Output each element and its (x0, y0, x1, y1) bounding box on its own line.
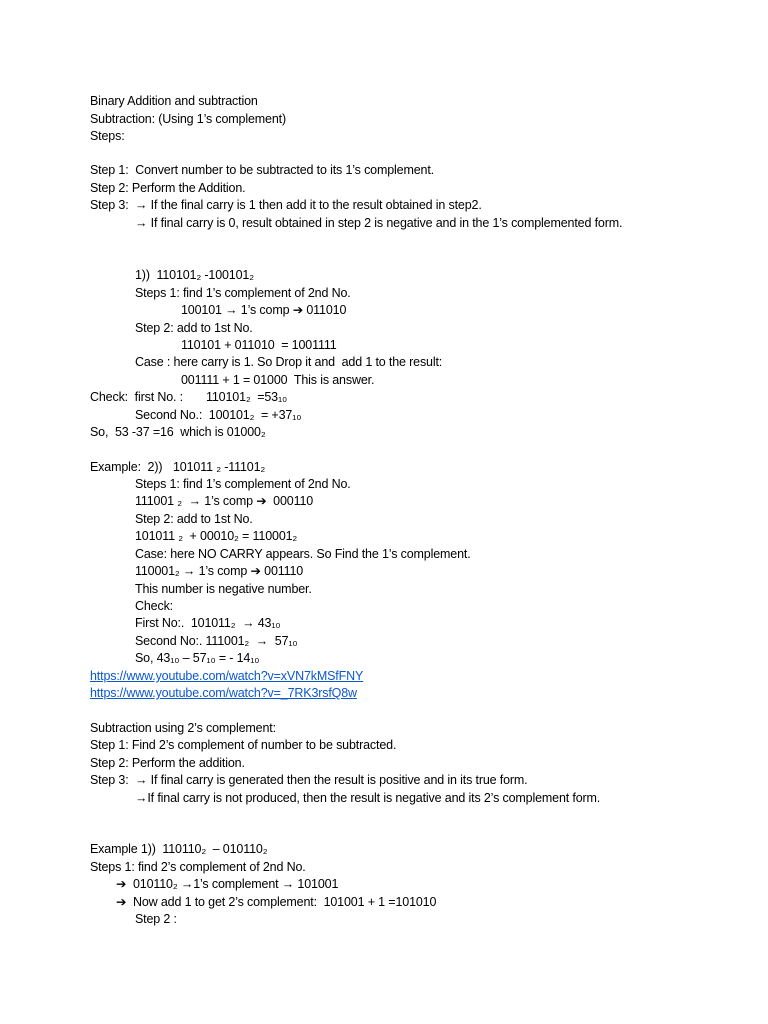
text-line: So, 43₁₀ – 57₁₀ = - 14₁₀ (135, 651, 260, 665)
text-line: →If final carry is not produced, then the result is negative and its 2’s complement form. (135, 791, 601, 805)
text-line: Step 2: add to 1st No. (135, 512, 253, 526)
text-line: Second No:. 111001₂ → 57₁₀ (135, 634, 298, 648)
text-line: → If final carry is generated then the result is positive and in its true form. (135, 773, 528, 787)
text-line: Second No.: 100101₂ = +37₁₀ (135, 408, 302, 422)
text-line: Step 2: add to 1st No. (135, 321, 253, 335)
text-line: ➔ Now add 1 to get 2’s complement: 101001 + 1 =101010 (116, 895, 437, 909)
text-line: → If the final carry is 1 then add it to the result obtained in step2. (135, 198, 482, 212)
text-line: → If final carry is 0, result obtained in step 2 is negative and in the 1’s complemented form. (135, 216, 623, 230)
text-line: 001111 + 1 = 01000 This is answer. (181, 373, 375, 387)
text-line: 110001₂ → 1’s comp ➔ 001110 (135, 564, 304, 578)
text-line: This number is negative number. (135, 582, 312, 596)
text-line: Step 2 : (135, 912, 177, 926)
text-line: So, 53 -37 =16 which is 01000₂ (90, 425, 266, 439)
youtube-link-1[interactable]: https://www.youtube.com/watch?v=xVN7kMSfFNY (90, 669, 364, 683)
text-line: Steps 1: find 1’s complement of 2nd No. (135, 477, 351, 491)
text-line: Case: here NO CARRY appears. So Find the 1’s complement. (135, 547, 471, 561)
text-line: 110101₂ =53₁₀ (206, 390, 288, 404)
text-line: 111001 ₂ → 1’s comp ➔ 000110 (135, 494, 314, 508)
text-line: ➔ 010110₂ →1’s complement → 101001 (116, 877, 339, 891)
text-line: Example 1)) 110110₂ – 010110₂ (90, 842, 268, 856)
text-line: Step 2: Perform the Addition. (90, 181, 246, 195)
text-line: Case : here carry is 1. So Drop it and add 1 to the result: (135, 355, 443, 369)
text-line: 1)) 110101₂ -100101₂ (135, 268, 254, 282)
document-title: Binary Addition and subtraction (90, 94, 258, 108)
text-line: Step 1: Find 2’s complement of number to be subtracted. (90, 738, 397, 752)
text-line: Steps 1: find 1’s complement of 2nd No. (135, 286, 351, 300)
text-line: Check: (135, 599, 174, 613)
text-line: Check: first No. : (90, 390, 184, 404)
text-line: 110101 + 011010 = 1001111 (181, 338, 337, 352)
text-line: 100101 → 1’s comp ➔ 011010 (181, 303, 347, 317)
text-line: 101011 ₂ + 00010₂ = 110001₂ (135, 529, 298, 543)
text-line: Steps 1: find 2’s complement of 2nd No. (90, 860, 306, 874)
text-line: Steps: (90, 129, 125, 143)
text-line: Example: 2)) (90, 460, 163, 474)
section-heading: Subtraction using 2’s complement: (90, 721, 276, 735)
text-line: Step 3: (90, 198, 129, 212)
text-line: First No:. 101011₂ → 43₁₀ (135, 616, 281, 630)
text-line: Step 2: Perform the addition. (90, 756, 245, 770)
text-line: Step 1: Convert number to be subtracted to its 1’s complement. (90, 163, 434, 177)
text-line: Step 3: (90, 773, 129, 787)
text-line: 101011 ₂ -11101₂ (173, 460, 266, 474)
text-line: Subtraction: (Using 1’s complement) (90, 112, 286, 126)
youtube-link-2[interactable]: https://www.youtube.com/watch?v=_7RK3rsfQ8w (90, 686, 357, 700)
